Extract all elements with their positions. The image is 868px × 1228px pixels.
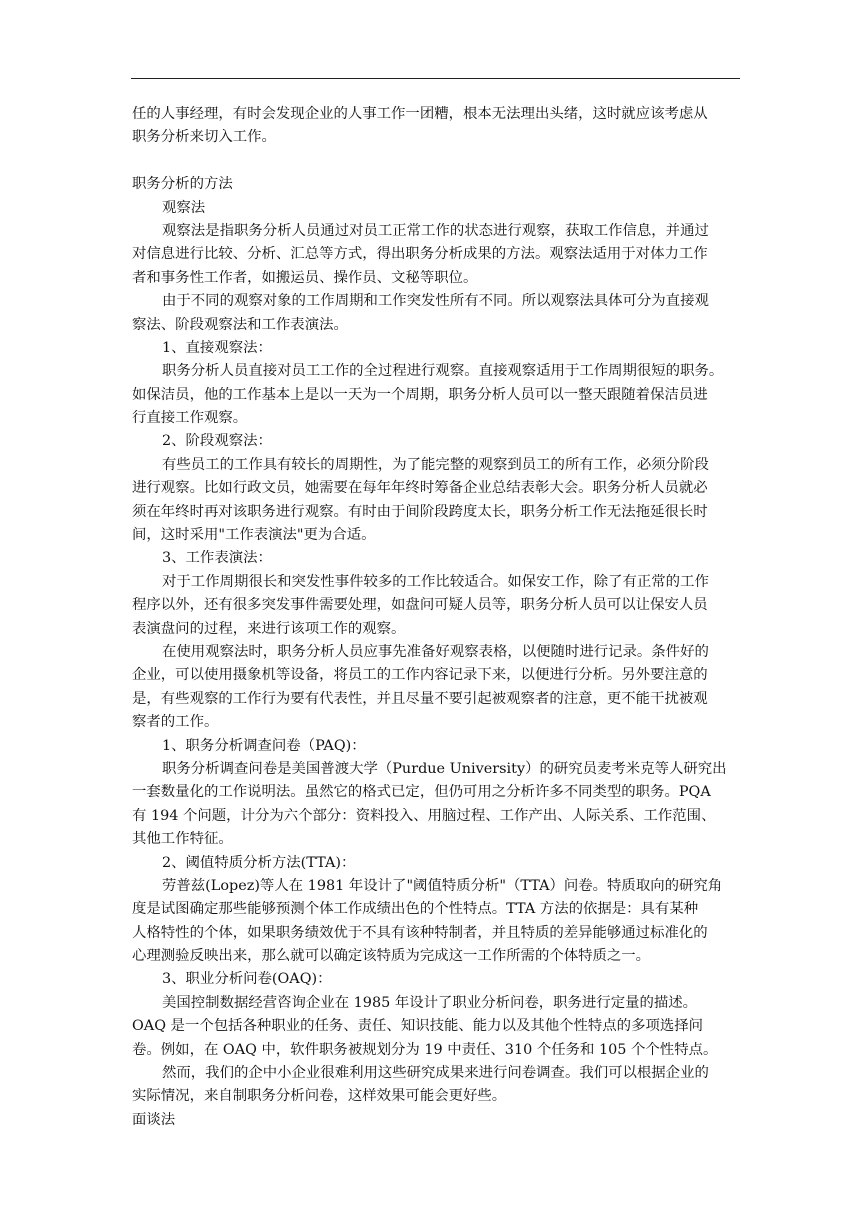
text-line: 是，有些观察的工作行为要有代表性，并且尽量不要引起被观察者的注意，更不能干扰被观 [132,690,708,707]
text-line: 2、阶段观察法： [162,433,272,450]
paragraph [132,290,744,337]
text-line: 美国控制数据经营咨询企业在 1985 年设计了职业分析问卷，职务进行定量的描述。 [162,994,698,1011]
paragraph [132,1062,744,1109]
text-line: 职务分析人员直接对员工工作的全过程进行观察。直接观察适用于工作周期很短的职务。 [162,363,724,380]
text-line: 任的人事经理，有时会发现企业的人事工作一团糟，根本无法理出头绪，这时就应该考虑从 [132,106,708,122]
text-line: 企业，可以使用摄象机等设备，将员工的工作内容记录下来，以便进行分析。另外要注意的 [132,667,708,684]
text-line: 对于工作周期很长和突发性事件较多的工作比较适合。如保安工作，除了有正常的工作 [162,573,709,590]
text-line: 进行观察。比如行政文员，她需要在每年年终时筹备企业总结表彰大会。职务分析人员就必 [132,480,708,497]
text-line: 有些员工的工作具有较长的周期性，为了能完整的观察到员工的所有工作，必须分阶段 [162,456,709,473]
paragraph [132,758,744,852]
text-line: 须在年终时再对该职务进行观察。有时由于间阶段跨度太长，职务分析工作无法拖延很长时 [132,503,708,520]
text-line: 实际情况，来自制职务分析问卷，这样效果可能会更好些。 [132,1088,507,1105]
text-line: 卷。例如，在 OAQ 中，软件职务被规划分为 19 中责任、310 个任务和 105 个个性特点。 [132,1041,718,1058]
text-line: 其他工作特征。 [132,831,233,848]
text-line: 表演盘问的过程，来进行该项工作的观察。 [132,620,406,637]
text-line: 劳普兹(Lopez)等人在 1981 年设计了"阈值特质分析"（TTA）问卷。特质取向的研究角 [162,877,723,894]
text-line: 职务分析的方法 [132,176,233,193]
text-line: 然而，我们的企中小企业很难利用这些研究成果来进行问卷调查。我们可以根据企业的 [162,1065,709,1082]
text-line: 度是试图确定那些能够预测个体工作成绩出色的个性特点。TTA 方法的依据是：具有某种 [132,901,699,918]
text-line: 职务分析来切入工作。 [132,129,276,146]
paragraph [132,220,744,290]
paragraph [132,875,744,969]
paragraph [132,173,744,196]
text-line: OAQ 是一个包括各种职业的任务、责任、知识技能、能力以及其他个性特点的多项选择问 [132,1018,704,1035]
document-body [132,103,744,1132]
header-rule [131,78,740,79]
text-line: 察者的工作。 [132,714,219,731]
text-line: 者和事务性工作者，如搬运员、操作员、文秘等职位。 [132,269,478,286]
text-line: 3、职业分析问卷(OAQ)： [162,971,332,988]
text-line: 面谈法 [132,1111,176,1128]
text-line: 一套数量化的工作说明法。虽然它的格式已定，但仍可用之分析许多不同类型的职务。PQA [132,784,711,801]
text-line: 在使用观察法时，职务分析人员应事先准备好观察表格，以便随时进行记录。条件好的 [162,643,709,660]
paragraph [132,1109,744,1132]
paragraph [132,968,744,991]
paragraph [132,103,744,150]
text-line: 人格特性的个体，如果职务绩效优于不具有该种特制者，并且特质的差异能够通过标准化的 [132,924,708,941]
paragraph [132,992,744,1062]
text-line: 间，这时采用"工作表演法"更为合适。 [132,527,376,544]
text-line: 2、阈值特质分析方法(TTA)： [162,854,356,871]
paragraph [132,430,744,453]
paragraph [132,337,744,360]
paragraph [132,360,744,430]
paragraph-gap [132,150,744,173]
text-line: 有 194 个问题，计分为六个部分：资料投入、用脑过程、工作产出、人际关系、工作范围、 [132,807,716,824]
text-line: 3、工作表演法： [162,550,272,567]
text-line: 观察法是指职务分析人员通过对员工正常工作的状态进行观察，获取工作信息，并通过 [162,222,709,239]
paragraph [132,735,744,758]
text-line: 由于不同的观察对象的工作周期和工作突发性所有不同。所以观察法具体可分为直接观 [162,293,709,310]
paragraph [132,852,744,875]
paragraph [132,197,744,220]
text-line: 行直接工作观察。 [132,410,248,427]
text-line: 1、职务分析调查问卷（PAQ)： [162,737,366,754]
paragraph [132,641,744,735]
paragraph [132,571,744,641]
text-line: 如保洁员，他的工作基本上是以一天为一个周期，职务分析人员可以一整天跟随着保洁员进 [132,386,708,403]
text-line: 1、直接观察法： [162,339,272,356]
text-line: 察法、阶段观察法和工作表演法。 [132,316,348,333]
paragraph [132,547,744,570]
text-line: 心理测验反映出来，那么就可以确定该特质为完成这一工作所需的个体特质之一。 [132,948,651,965]
text-line: 观察法 [162,199,206,216]
text-line: 对信息进行比较、分析、汇总等方式，得出职务分析成果的方法。观察法适用于对体力工作 [132,246,708,263]
text-line: 程序以外，还有很多突发事件需要处理，如盘问可疑人员等，职务分析人员可以让保安人员 [132,597,708,614]
text-line: 职务分析调查问卷是美国普渡大学（Purdue University）的研究员麦考米克等人研究出 [162,760,727,777]
paragraph [132,454,744,548]
